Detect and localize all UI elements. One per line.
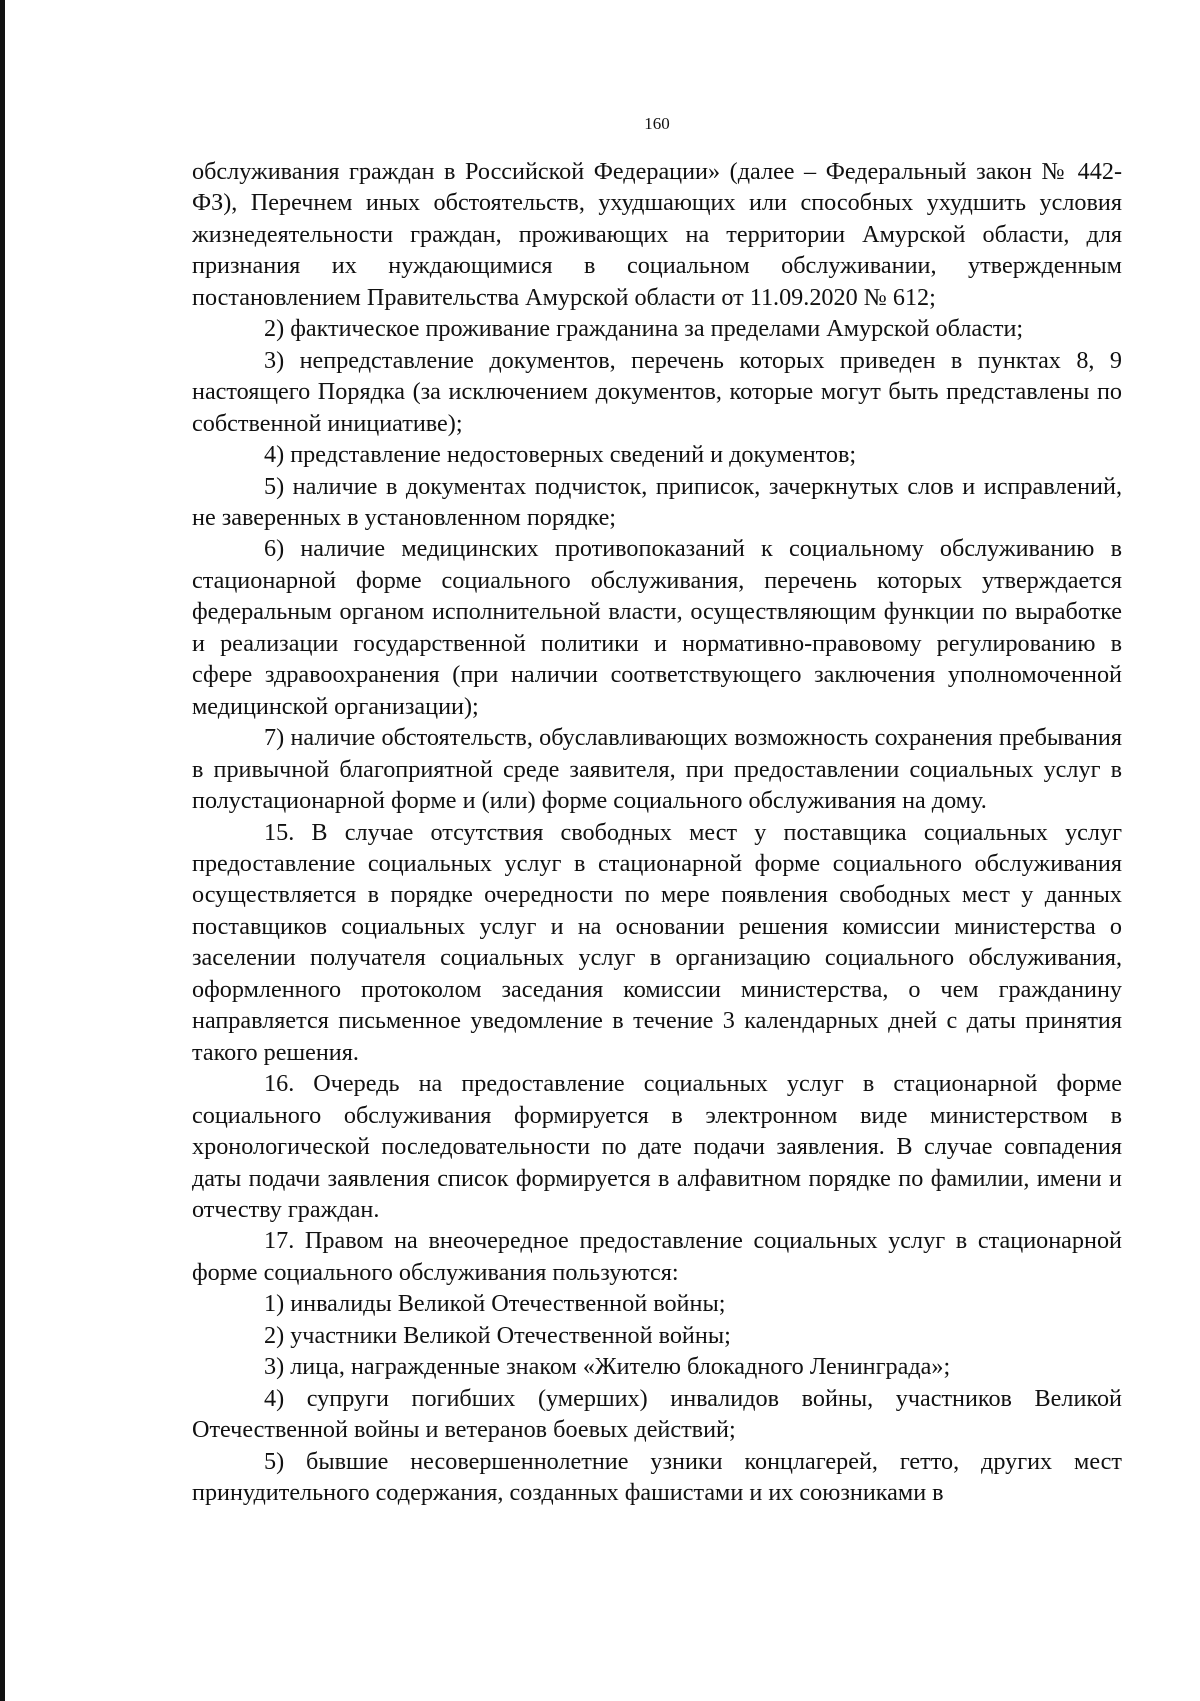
- paragraph-section-16: 16. Очередь на предоставление социальных услуг в стационарной форме социального обслуживания формируется в электронном виде министерством в хронологической последовательности по дате подачи заявления. В случае совпадения даты подачи заявления список формируется в алфавитном порядке по фамилии, имени и отчеству граждан.: [192, 1070, 1122, 1223]
- paragraph-list-item-1: 1) инвалиды Великой Отечественной войны;: [264, 1290, 726, 1318]
- paragraph-item-4: 4) представление недостоверных сведений и документов;: [264, 441, 857, 469]
- page-number: 160: [644, 114, 670, 133]
- paragraph-item-7: 7) наличие обстоятельств, обуславливающих возможность сохранения пребывания в привычной благоприятной среде заявителя, при предоставлении социальных услуг в полустационарной форме и (или) форме социального обслуживания на дому.: [192, 724, 1122, 815]
- paragraph-section-17: 17. Правом на внеочередное предоставление социальных услуг в стационарной форме социального обслуживания пользуются:: [192, 1227, 1122, 1286]
- paragraph-list-item-2: 2) участники Великой Отечественной войны;: [264, 1321, 731, 1349]
- paragraph-item-3: 3) непредставление документов, перечень которых приведен в пунктах 8, 9 настоящего Порядка (за исключением документов, которые могут быть представлены по собственной инициативе);: [192, 346, 1122, 437]
- paragraph-item-2: 2) фактическое проживание гражданина за пределами Амурской области;: [264, 315, 1024, 343]
- paragraph-item-6: 6) наличие медицинских противопоказаний к социальному обслуживанию в стационарной форме социального обслуживания, перечень которых утверждается федеральным органом исполнительной власти, осуществляющим функции по выработке и реализации государственной политики и нормативно-правовому регулированию в сфере здравоохранения (при наличии соответствующего заключения уполномоченной медицинской организации);: [192, 535, 1122, 720]
- paragraph-continuation: обслуживания граждан в Российской Федерации» (далее – Федеральный закон № 442-ФЗ), Перечнем иных обстоятельств, ухудшающих или способных ухудшить условия жизнедеятельности граждан, проживающих на территории Амурской области, для признания их нуждающимися в социальном обслуживании, утвержденным постановлением Правительства Амурской области от 11.09.2020 № 612;: [192, 158, 1122, 311]
- paragraph-section-15: 15. В случае отсутствия свободных мест у поставщика социальных услуг предоставление социальных услуг в стационарной форме социального обслуживания осуществляется в порядке очередности по мере появления свободных мест у данных поставщиков социальных услуг и на основании решения комиссии министерства о заселении получателя социальных услуг в организацию социального обслуживания, оформленного протоколом заседания комиссии министерства, о чем гражданину направляется письменное уведомление в течение 3 календарных дней с даты принятия такого решения.: [192, 818, 1122, 1066]
- scan-left-edge: [0, 0, 5, 1701]
- paragraph-item-5: 5) наличие в документах подчисток, приписок, зачеркнутых слов и исправлений, не заверенных в установленном порядке;: [192, 472, 1122, 531]
- paragraph-list-item-5: 5) бывшие несовершеннолетние узники концлагерей, гетто, других мест принудительного содержания, созданных фашистами и их союзниками в: [192, 1447, 1122, 1507]
- paragraph-list-item-4: 4) супруги погибших (умерших) инвалидов войны, участников Великой Отечественной войны и ветеранов боевых действий;: [192, 1384, 1122, 1444]
- document-body: [192, 156, 1122, 1508]
- document-page: [192, 0, 1122, 1701]
- paragraph-list-item-3: 3) лица, награжденные знаком «Жителю блокадного Ленинграда»;: [264, 1353, 951, 1381]
